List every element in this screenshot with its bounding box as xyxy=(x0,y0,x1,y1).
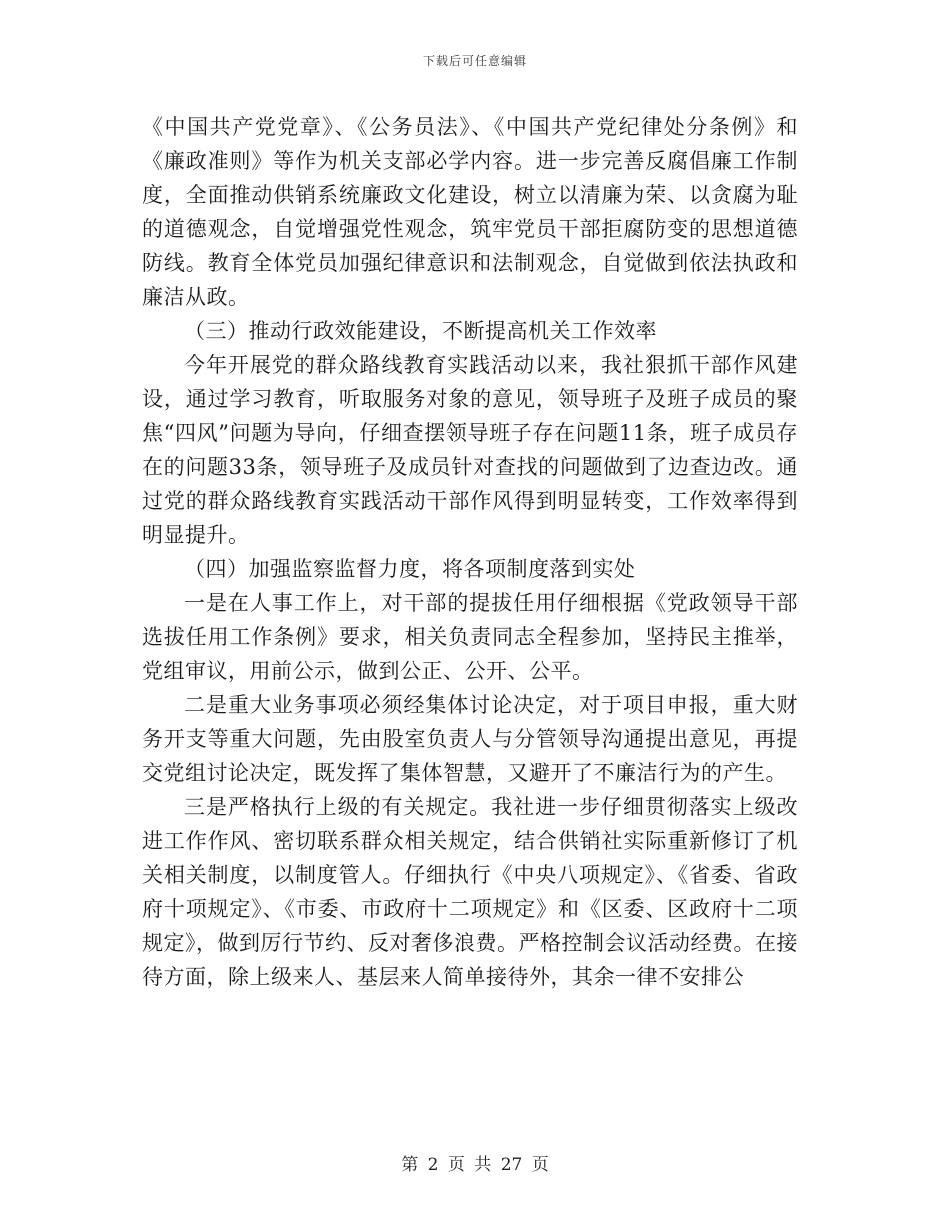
footer-page-number: 2 xyxy=(427,1155,439,1175)
document-body xyxy=(142,110,798,994)
page-header xyxy=(0,52,950,69)
paragraph-1: 《中国共产党党章》、《公务员法》、《中国共产党纪律处分条例》和《廉政准则》等作为机关支部必学内容。进一步完善反腐倡廉工作制度，全面推动供销系统廉政文化建设，树立以清廉为荣、以贪腐为耻的道德观念，自觉增强党性观念，筑牢党员干部拒腐防变的思想道德防线。教育全体党员加强纪律意识和法制观念，自觉做到依法执政和廉洁从政。 xyxy=(142,115,798,309)
paragraph-5: 三是严格执行上级的有关规定。我社进一步仔细贯彻落实上级改进工作作风、密切联系群众相关规定，结合供销社实际重新修订了机关相关制度，以制度管人。仔细执行《中央八项规定》、《省委、省政府十项规定》、《市委、市政府十二项规定》和《区委、区政府十二项规定》，做到厉行节约、反对奢侈浪费。严格控制会议活动经费。在接待方面，除上级来人、基层来人简单接待外，其余一律不安排公 xyxy=(142,795,798,989)
footer-suffix: 页 xyxy=(531,1155,549,1175)
paragraph-3: 一是在人事工作上，对干部的提拔任用仔细根据《党政领导干部选拔任用工作条例》要求，相关负责同志全程参加，坚持民主推举，党组审议，用前公示，做到公正、公开、公平。 xyxy=(142,591,798,683)
page-footer xyxy=(0,1150,950,1175)
footer-page-label: 页 xyxy=(447,1155,465,1175)
footer-total-pages: 27 xyxy=(500,1155,523,1175)
footer-prefix: 第 xyxy=(401,1155,419,1175)
paragraph-2: 今年开展党的群众路线教育实践活动以来，我社狠抓干部作风建设，通过学习教育，听取服务对象的意见，领导班子及班子成员的聚焦“四风”问题为导向，仔细查摆领导班子存在问题11条，班子成员存在的问题33条，领导班子及成员针对查找的问题做到了边查边改。通过党的群众路线教育实践活动干部作风得到明显转变，工作效率得到明显提升。 xyxy=(142,353,798,547)
header-text: 下载后可任意编辑 xyxy=(422,54,527,68)
section-heading-3: （三）推动行政效能建设，不断提高机关工作效率 xyxy=(184,319,657,343)
footer-total-label: 共 xyxy=(474,1155,492,1175)
section-heading-4: （四）加强监察监督力度，将各项制度落到实处 xyxy=(184,557,636,581)
paragraph-4: 二是重大业务事项必须经集体讨论决定，对于项目申报，重大财务开支等重大问题，先由股室负责人与分管领导沟通提出意见，再提交党组讨论决定，既发挥了集体智慧，又避开了不廉洁行为的产生。 xyxy=(142,693,798,785)
